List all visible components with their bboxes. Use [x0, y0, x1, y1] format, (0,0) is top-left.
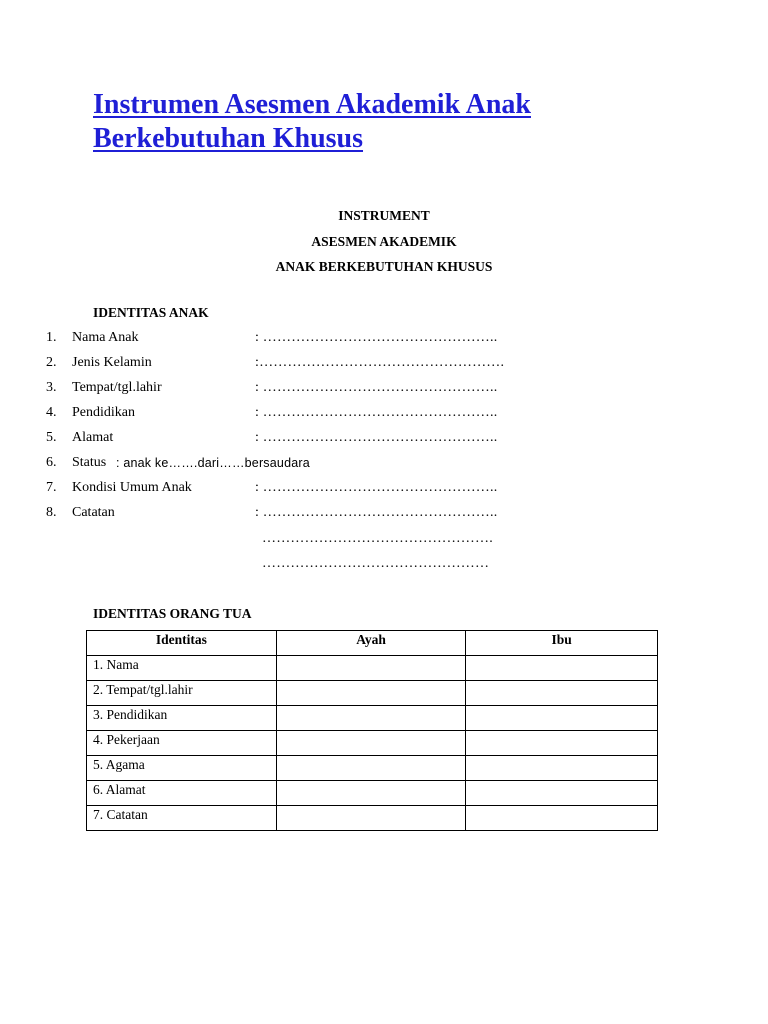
notes-continuation-line: …………………………………………: [262, 556, 490, 571]
table-row: [87, 781, 658, 806]
row-label: 2. Tempat/tgl.lahir: [87, 681, 277, 706]
cell-ibu[interactable]: [466, 756, 658, 781]
field-number: 1.: [46, 330, 57, 345]
heading-line-1: INSTRUMENT: [338, 208, 430, 223]
field-label: Tempat/tgl.lahir: [72, 380, 162, 395]
document-heading: [0, 203, 768, 280]
field-number: 2.: [46, 355, 57, 370]
cell-ayah[interactable]: [276, 806, 466, 831]
field-label: Alamat: [72, 430, 114, 445]
field-row-tempat-tgl-lahir: [0, 379, 768, 404]
cell-ayah[interactable]: [276, 656, 466, 681]
row-label: 3. Pendidikan: [87, 706, 277, 731]
field-number: 5.: [46, 430, 57, 445]
field-value-blank: : …………………………………………..: [255, 480, 498, 495]
table-header-row: [87, 631, 658, 656]
field-label: Nama Anak: [72, 330, 139, 345]
table-row: [87, 756, 658, 781]
row-label: 6. Alamat: [87, 781, 277, 806]
table-row: [87, 731, 658, 756]
cell-ayah[interactable]: [276, 731, 466, 756]
table-row: [87, 656, 658, 681]
field-label: Kondisi Umum Anak: [72, 480, 192, 495]
table-row: [87, 806, 658, 831]
cell-ayah[interactable]: [276, 756, 466, 781]
row-label: 5. Agama: [87, 756, 277, 781]
cell-ayah[interactable]: [276, 781, 466, 806]
field-value-blank: : …………………………………………..: [255, 380, 498, 395]
field-label: Catatan: [72, 505, 115, 520]
field-value-blank: :…………………………………………….: [255, 355, 505, 370]
table-row: [87, 681, 658, 706]
cell-ayah[interactable]: [276, 681, 466, 706]
section-title-parent-identity: IDENTITAS ORANG TUA: [93, 606, 252, 621]
field-row-kondisi-umum: [0, 479, 768, 504]
cell-ayah[interactable]: [276, 706, 466, 731]
field-number: 7.: [46, 480, 57, 495]
field-label: Pendidikan: [72, 405, 135, 420]
child-identity-list: [0, 329, 768, 529]
document-title-link[interactable]: Instrumen Asesmen Akademik Anak Berkebutuhan Khusus: [93, 89, 531, 154]
field-number: 4.: [46, 405, 57, 420]
field-row-jenis-kelamin: [0, 354, 768, 379]
field-row-nama-anak: [0, 329, 768, 354]
cell-ibu[interactable]: [466, 656, 658, 681]
row-label: 7. Catatan: [87, 806, 277, 831]
field-value-blank: : …………………………………………..: [255, 430, 498, 445]
field-row-status: [0, 454, 768, 479]
field-number: 8.: [46, 505, 57, 520]
table-row: [87, 706, 658, 731]
cell-ibu[interactable]: [466, 706, 658, 731]
field-row-alamat: [0, 429, 768, 454]
heading-line-2: ASESMEN AKADEMIK: [311, 233, 457, 249]
row-label: 4. Pekerjaan: [87, 731, 277, 756]
field-label: Jenis Kelamin: [72, 355, 152, 370]
cell-ibu[interactable]: [466, 781, 658, 806]
column-header-identitas: Identitas: [87, 631, 277, 656]
field-row-pendidikan: [0, 404, 768, 429]
field-row-catatan: [0, 504, 768, 529]
row-label: 1. Nama: [87, 656, 277, 681]
status-detail: : anak ke…….dari……bersaudara: [116, 456, 310, 470]
field-number: 3.: [46, 380, 57, 395]
heading-line-3: ANAK BERKEBUTUHAN KHUSUS: [275, 259, 493, 274]
field-label: Status: [72, 455, 107, 470]
field-value-blank: : …………………………………………..: [255, 330, 498, 345]
field-number: 6.: [46, 455, 57, 470]
cell-ibu[interactable]: [466, 806, 658, 831]
cell-ibu[interactable]: [466, 681, 658, 706]
field-value-blank: : …………………………………………..: [255, 405, 498, 420]
section-title-child-identity: IDENTITAS ANAK: [93, 305, 209, 320]
column-header-ayah: Ayah: [276, 631, 466, 656]
column-header-ibu: Ibu: [466, 631, 658, 656]
notes-continuation-line: ………………………………………….: [262, 531, 493, 546]
cell-ibu[interactable]: [466, 731, 658, 756]
parent-identity-table: [86, 630, 658, 831]
field-value-blank: : …………………………………………..: [255, 505, 498, 520]
